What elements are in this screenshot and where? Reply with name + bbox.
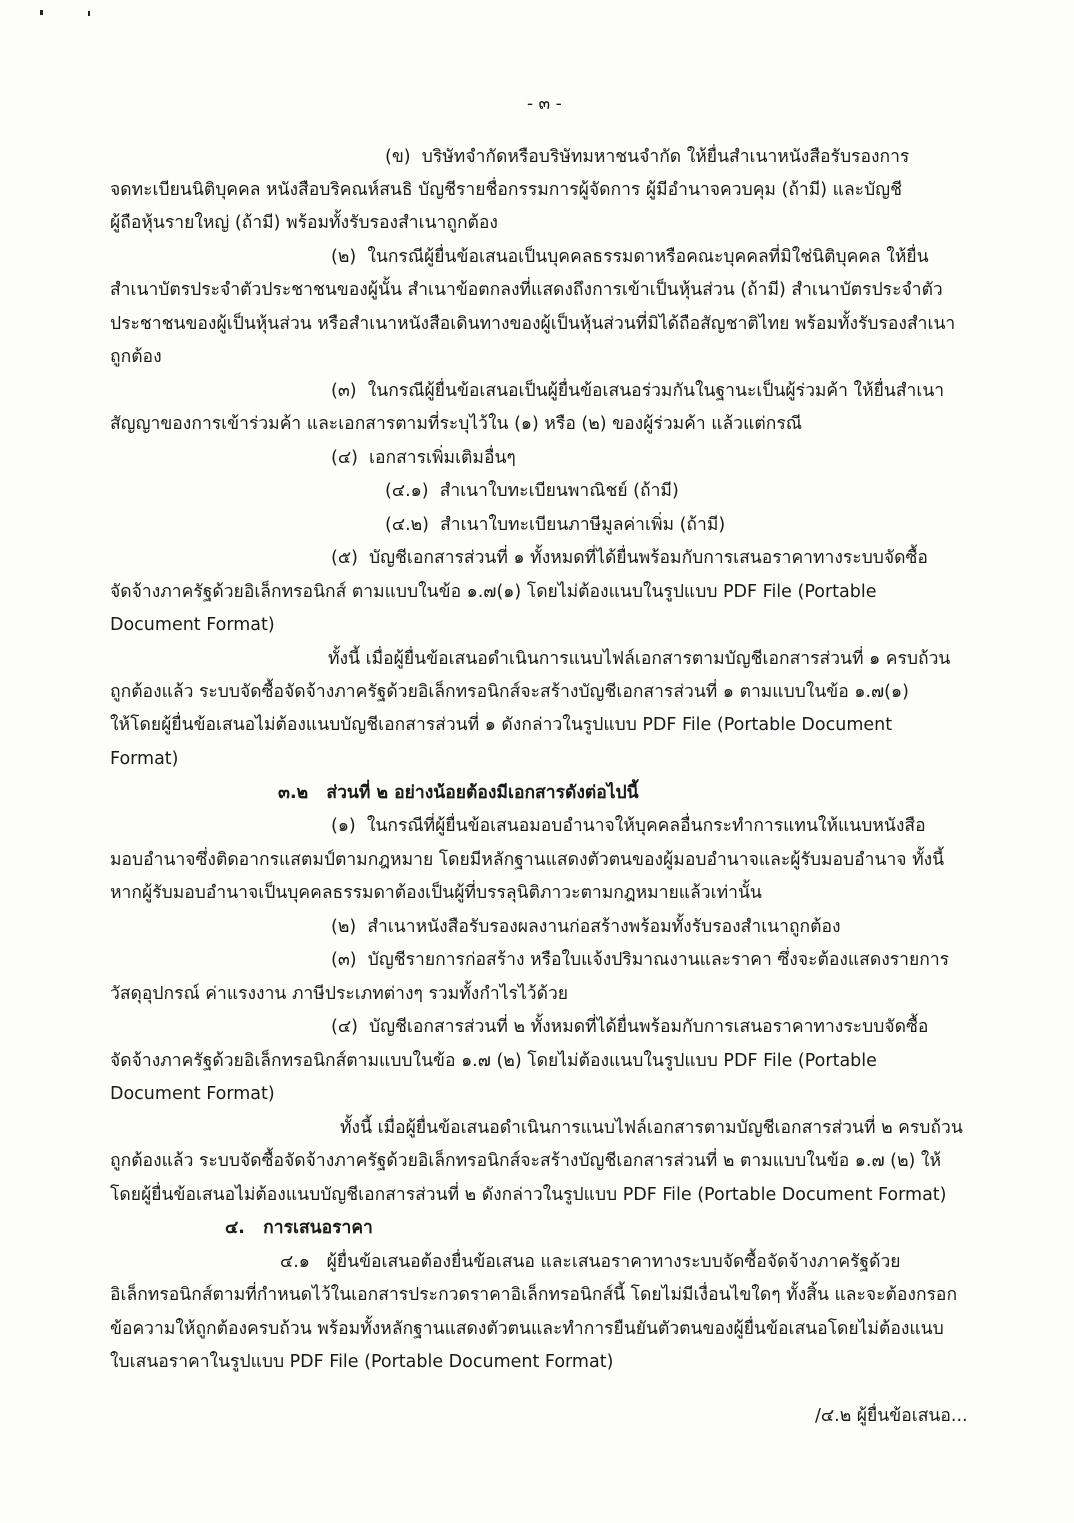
paragraph-line: ถูกต้องแล้ว ระบบจัดซื้อจัดจ้างภาครัฐด้วยอิเล็กทรอนิกส์จะสร้างบัญชีเอกสารส่วนที่ ๑ ตามแบบในข้อ ๑.๗(๑) <box>110 682 909 702</box>
paragraph-line: วัสดุอุปกรณ์ ค่าแรงงาน ภาษีประเภทต่างๆ รวมทั้งกำไรไว้ด้วย <box>110 984 569 1004</box>
paragraph-line: ประชาชนของผู้เป็นหุ้นส่วน หรือสำเนาหนังสือเดินทางของผู้เป็นหุ้นส่วนที่มิได้ถือสัญชาติไทย พร้อมทั้งรับรองสำเนา <box>110 314 956 334</box>
paragraph-line: (๔.๒) สำเนาใบทะเบียนภาษีมูลค่าเพิ่ม (ถ้ามี) <box>385 515 726 535</box>
continuation-note: /๔.๒ ผู้ยื่นข้อเสนอ... <box>815 1406 968 1426</box>
page-number: - ๓ - <box>527 94 562 114</box>
paragraph-line: ทั้งนี้ เมื่อผู้ยื่นข้อเสนอดำเนินการแนบไฟล์เอกสารตามบัญชีเอกสารส่วนที่ ๑ ครบถ้วน <box>328 649 951 669</box>
paragraph-line: (๔.๑) สำเนาใบทะเบียนพาณิชย์ (ถ้ามี) <box>385 481 679 501</box>
paragraph-line: (๒) สำเนาหนังสือรับรองผลงานก่อสร้างพร้อมทั้งรับรองสำเนาถูกต้อง <box>331 917 841 937</box>
paragraph-line: สัญญาของการเข้าร่วมค้า และเอกสารตามที่ระบุไว้ใน (๑) หรือ (๒) ของผู้ร่วมค้า แล้วแต่กรณี <box>110 414 802 434</box>
scan-speck <box>88 11 90 16</box>
paragraph-line: อิเล็กทรอนิกส์ตามที่กำหนดไว้ในเอกสารประกวดราคาอิเล็กทรอนิกส์นี้ โดยไม่มีเงื่อนไขใดๆ ทั้งสิ้น และจะต้องกรอก <box>110 1285 958 1305</box>
paragraph-line: ผู้ถือหุ้นรายใหญ่ (ถ้ามี) พร้อมทั้งรับรองสำเนาถูกต้อง <box>110 213 498 233</box>
paragraph-line: จัดจ้างภาครัฐด้วยอิเล็กทรอนิกส์ ตามแบบในข้อ ๑.๗(๑) โดยไม่ต้องแนบในรูปแบบ PDF File (Portable <box>110 582 877 602</box>
paragraph-line: Format) <box>110 749 179 769</box>
paragraph-line: (๔) เอกสารเพิ่มเติมอื่นๆ <box>331 448 516 468</box>
paragraph-line: โดยผู้ยื่นข้อเสนอไม่ต้องแนบบัญชีเอกสารส่วนที่ ๒ ดังกล่าวในรูปแบบ PDF File (Portable Document Format) <box>110 1185 947 1205</box>
paragraph-line: (๓) บัญชีรายการก่อสร้าง หรือใบแจ้งปริมาณงานและราคา ซึ่งจะต้องแสดงรายการ <box>331 950 950 970</box>
paragraph-line: (ข) บริษัทจำกัดหรือบริษัทมหาชนจำกัด ให้ยื่นสำเนาหนังสือรับรองการ <box>385 147 910 167</box>
paragraph-line: จัดจ้างภาครัฐด้วยอิเล็กทรอนิกส์ตามแบบในข้อ ๑.๗ (๒) โดยไม่ต้องแนบในรูปแบบ PDF File (Portable <box>110 1051 877 1071</box>
section-heading: ๓.๒ ส่วนที่ ๒ อย่างน้อยต้องมีเอกสารดังต่อไปนี้ <box>278 783 639 803</box>
paragraph-line: ถูกต้องแล้ว ระบบจัดซื้อจัดจ้างภาครัฐด้วยอิเล็กทรอนิกส์จะสร้างบัญชีเอกสารส่วนที่ ๒ ตามแบบในข้อ ๑.๗ (๒) ให้ <box>110 1151 941 1171</box>
paragraph-line: (๕) บัญชีเอกสารส่วนที่ ๑ ทั้งหมดที่ได้ยื่นพร้อมกับการเสนอราคาทางระบบจัดซื้อ <box>331 548 928 568</box>
paragraph-line: หากผู้รับมอบอำนาจเป็นบุคคลธรรมดาต้องเป็นผู้ที่บรรลุนิติภาวะตามกฎหมายแล้วเท่านั้น <box>110 883 762 903</box>
paragraph-line: สำเนาบัตรประจำตัวประชาชนของผู้นั้น สำเนาข้อตกลงที่แสดงถึงการเข้าเป็นหุ้นส่วน (ถ้ามี) สำเนาบัตรประจำตัว <box>110 280 943 300</box>
paragraph-line: (๑) ในกรณีที่ผู้ยื่นข้อเสนอมอบอำนาจให้บุคคลอื่นกระทำการแทนให้แนบหนังสือ <box>331 816 926 836</box>
paragraph-line: Document Format) <box>110 615 275 635</box>
paragraph-line: ๔.๑ ผู้ยื่นข้อเสนอต้องยื่นข้อเสนอ และเสนอราคาทางระบบจัดซื้อจัดจ้างภาครัฐด้วย <box>280 1252 901 1272</box>
paragraph-line: (๒) ในกรณีผู้ยื่นข้อเสนอเป็นบุคคลธรรมดาหรือคณะบุคคลที่มิใช่นิติบุคคล ให้ยื่น <box>331 247 929 267</box>
paragraph-line: ให้โดยผู้ยื่นข้อเสนอไม่ต้องแนบบัญชีเอกสารส่วนที่ ๑ ดังกล่าวในรูปแบบ PDF File (Portable Document <box>110 715 893 735</box>
paragraph-line: มอบอำนาจซึ่งติดอากรแสตมป์ตามกฎหมาย โดยมีหลักฐานแสดงตัวตนของผู้มอบอำนาจและผู้รับมอบอำนาจ ทั้งนี้ <box>110 850 945 870</box>
paragraph-line: ข้อความให้ถูกต้องครบถ้วน พร้อมทั้งหลักฐานแสดงตัวตนและทำการยืนยันตัวตนของผู้ยื่นข้อเสนอโดยไม่ต้องแนบ <box>110 1319 944 1339</box>
scan-speck <box>40 10 43 15</box>
paragraph-line: ทั้งนี้ เมื่อผู้ยื่นข้อเสนอดำเนินการแนบไฟล์เอกสารตามบัญชีเอกสารส่วนที่ ๒ ครบถ้วน <box>340 1118 963 1138</box>
paragraph-line: จดทะเบียนนิติบุคคล หนังสือบริคณห์สนธิ บัญชีรายชื่อกรรมการผู้จัดการ ผู้มีอำนาจควบคุม (ถ้ามี) และบัญชี <box>110 180 902 200</box>
section-heading: ๔. การเสนอราคา <box>225 1218 373 1238</box>
paragraph-line: ใบเสนอราคาในรูปแบบ PDF File (Portable Document Format) <box>110 1352 614 1372</box>
paragraph-line: (๓) ในกรณีผู้ยื่นข้อเสนอเป็นผู้ยื่นข้อเสนอร่วมกันในฐานะเป็นผู้ร่วมค้า ให้ยื่นสำเนา <box>331 381 945 401</box>
paragraph-line: (๔) บัญชีเอกสารส่วนที่ ๒ ทั้งหมดที่ได้ยื่นพร้อมกับการเสนอราคาทางระบบจัดซื้อ <box>331 1017 929 1037</box>
paragraph-line: Document Format) <box>110 1084 275 1104</box>
paragraph-line: ถูกต้อง <box>110 347 162 367</box>
